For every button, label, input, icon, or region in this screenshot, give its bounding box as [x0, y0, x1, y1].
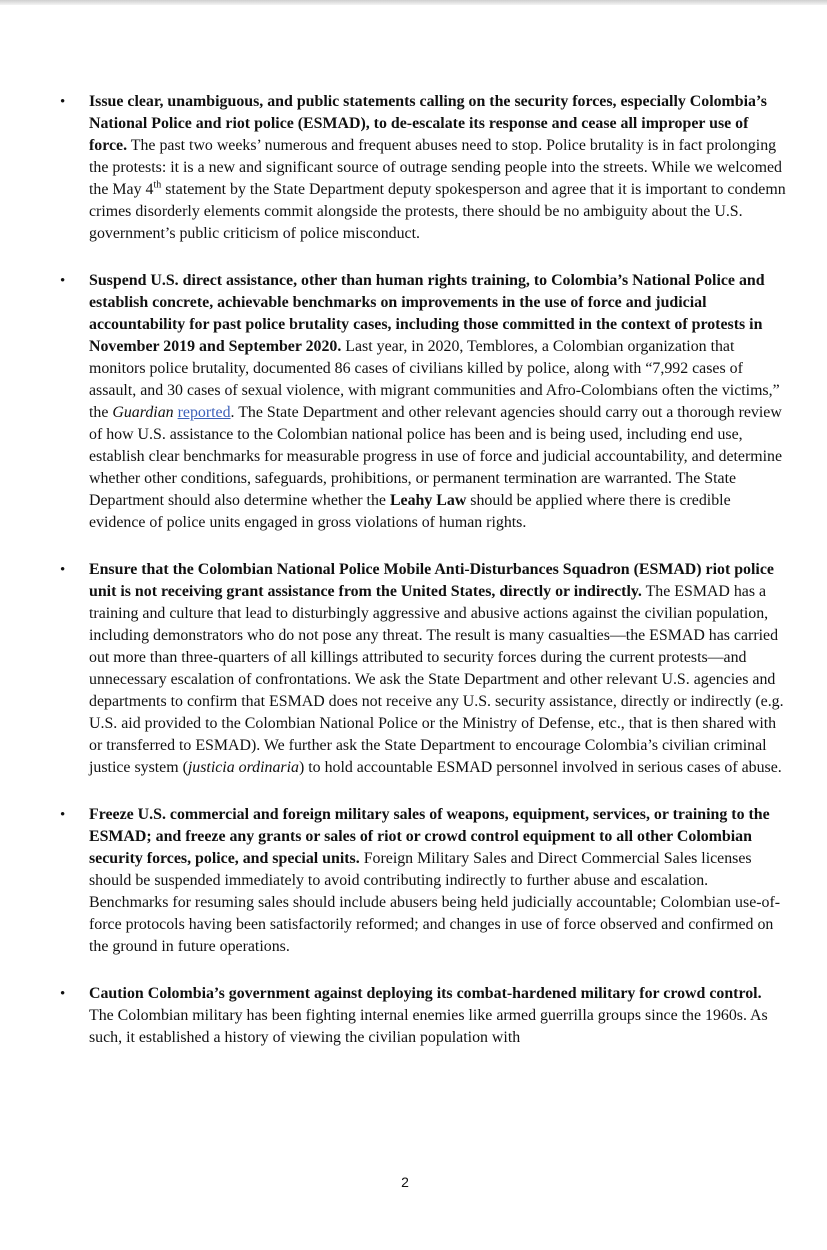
recommendation-body: Last year, in 2020, Temblores, a Colombian organization that monitors police brutality, documented 86 cases of civilians killed by police, along with “7,992 cases of assault, and 30 cases of sexual violence, with migrant communities and Afro-Colombians often the victims,” the	[89, 338, 780, 421]
recommendation-item-2	[60, 270, 789, 534]
recommendation-body-cont: ) to hold accountable ESMAD personnel involved in serious cases of abuse.	[298, 759, 782, 776]
page-number: 2	[401, 1174, 409, 1190]
reported-link[interactable]: reported	[177, 404, 231, 421]
recommendation-item-5	[60, 983, 789, 1049]
recommendation-item-1	[60, 91, 789, 245]
recommendation-heading: Caution Colombia’s government against deploying its combat-hardened military for crowd control.	[89, 985, 762, 1002]
recommendation-heading: Freeze U.S. commercial and foreign military sales of weapons, equipment, services, or training to the ESMAD; and freeze any grants or sales of riot or crowd control equipment to all other Colombian security forces, police, and special units.	[89, 806, 770, 867]
recommendation-body: The ESMAD has a training and culture that lead to disturbingly aggressive and abusive actions against the civilian population, including demonstrators who do not pose any threat. The result is many casualties—the ESMAD has carried out more than three-quarters of all killings attributed to security forces during the current protests—and unnecessary escalation of confrontations. We ask the State Department and other relevant U.S. agencies and departments to confirm that ESMAD does not receive any U.S. security assistance, directly or indirectly (e.g. U.S. aid provided to the Colombian National Police or the Ministry of Defense, etc., that is then shared with or transferred to ESMAD). We further ask the State Department to encourage Colombia’s civilian criminal justice system (	[89, 583, 784, 776]
bullet-icon: •	[60, 986, 66, 1002]
recommendation-body: The Colombian military has been fighting internal enemies like armed guerrilla groups since the 1960s. As such, it established a history of viewing the civilian population with	[89, 1007, 768, 1046]
recommendation-item-4	[60, 804, 789, 958]
recommendation-body-cont: statement by the State Department deputy spokesperson and agree that it is important to condemn crimes disorderly elements commit alongside the protests, there should be no ambiguity about the U.S. government’s public criticism of police misconduct.	[89, 181, 786, 242]
recommendation-heading: Ensure that the Colombian National Police Mobile Anti-Disturbances Squadron (ESMAD) riot police unit is not receiving grant assistance from the United States, directly or indirectly.	[89, 561, 774, 600]
recommendation-list	[60, 91, 789, 1074]
bullet-icon: •	[60, 273, 66, 289]
recommendation-body: Foreign Military Sales and Direct Commercial Sales licenses should be suspended immediately to avoid contributing indirectly to further abuse and escalation. Benchmarks for resuming sales should include abusers being held judicially accountable; Colombian use-of-force protocols having been satisfactorily reformed; and changes in use of force observed and confirmed on the ground in future operations.	[89, 850, 781, 955]
recommendation-heading: Suspend U.S. direct assistance, other than human rights training, to Colombia’s National Police and establish concrete, achievable benchmarks on improvements in the use of force and judicial accountability for past police brutality cases, including those committed in the context of protests in November 2019 and September 2020.	[89, 272, 765, 355]
recommendation-body-cont: . The State Department and other relevant agencies should carry out a thorough review of how U.S. assistance to the Colombian national police has been and is being used, including end use, establish clear benchmarks for measurable progress in use of force and judicial accountability, and determine whether other conditions, safeguards, prohibitions, or permanent termination are warranted. The State Department should also determine whether the	[89, 404, 783, 509]
ordinal-suffix: th	[153, 179, 162, 191]
bullet-icon: •	[60, 807, 66, 823]
recommendation-item-3	[60, 559, 789, 779]
justice-system-term: justicia ordinaria	[187, 759, 299, 776]
publication-name: Guardian	[112, 404, 174, 421]
bullet-icon: •	[60, 94, 66, 110]
recommendation-heading: Issue clear, unambiguous, and public statements calling on the security forces, especially Colombia’s National Police and riot police (ESMAD), to de-escalate its response and cease all improper use of force.	[89, 93, 767, 154]
leahy-law-term: Leahy Law	[389, 492, 467, 509]
recommendation-body-end: should be applied where there is credible evidence of police units engaged in gross violations of human rights.	[89, 492, 731, 531]
bullet-icon: •	[60, 562, 66, 578]
recommendation-body: The past two weeks’ numerous and frequent abuses need to stop. Police brutality is in fact prolonging the protests: it is a new and significant source of outrage sending people into the streets. While we welcomed the May 4	[89, 137, 782, 198]
